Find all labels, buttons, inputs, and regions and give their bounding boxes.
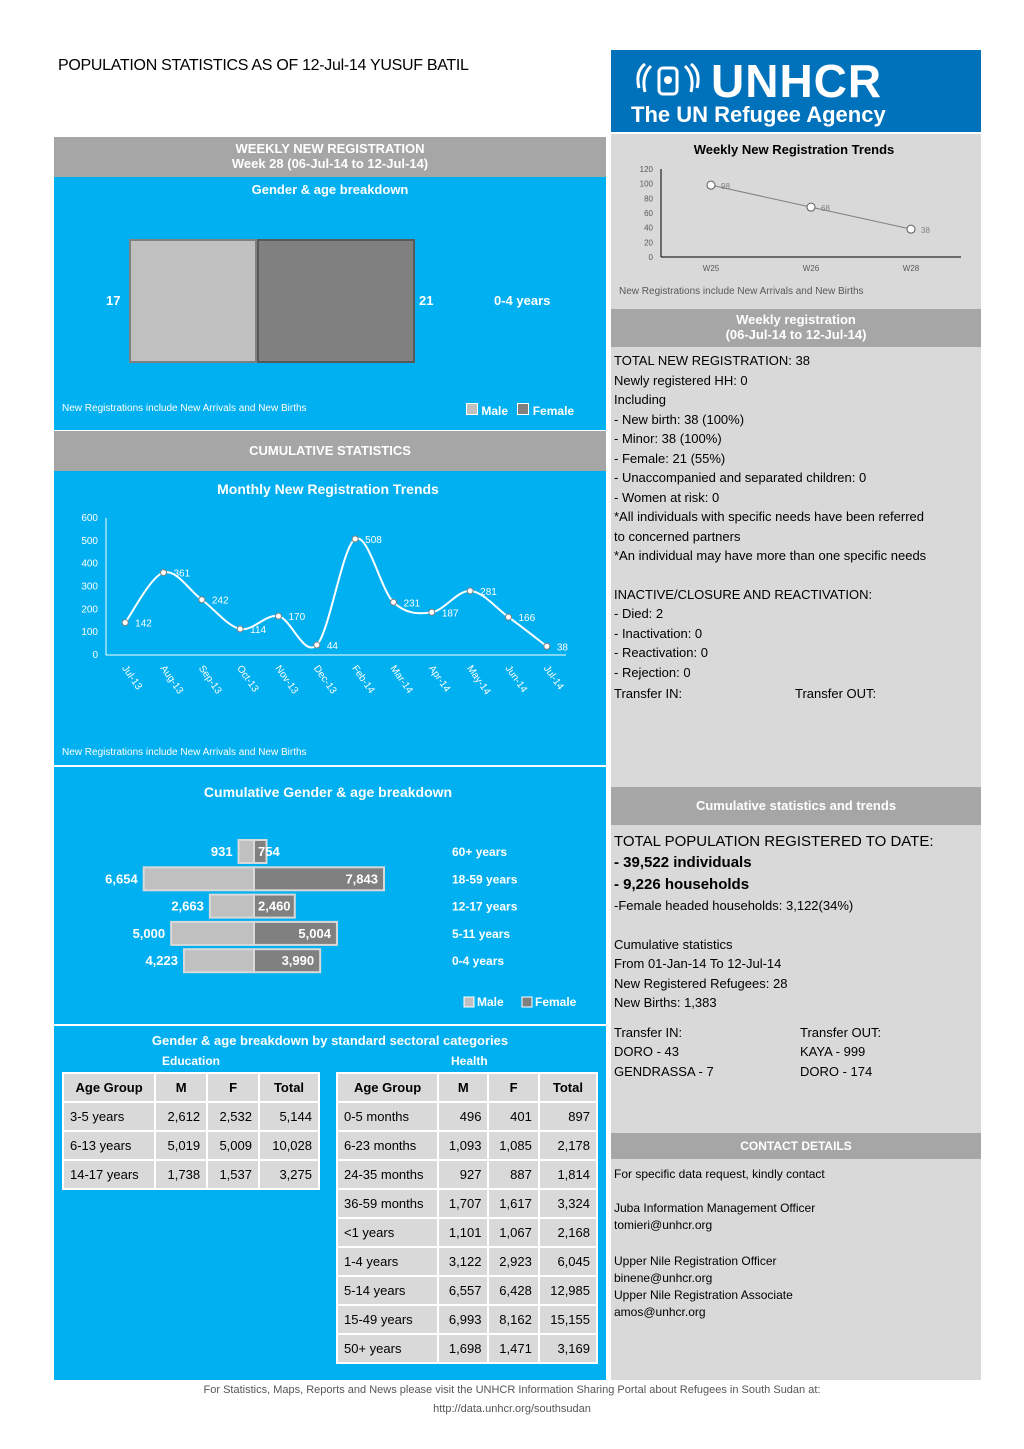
table-cell: 927 xyxy=(438,1160,488,1189)
contact-email[interactable]: amos@unhcr.org xyxy=(614,1305,706,1319)
data-point xyxy=(237,626,243,632)
legend-male-label: Male xyxy=(481,404,509,418)
x-tick-label: Jul-14 xyxy=(540,663,566,693)
y-tick-label: 500 xyxy=(81,535,98,547)
health-label: Health xyxy=(451,1054,488,1068)
table-cell: 401 xyxy=(488,1102,538,1131)
x-tick-label: Mar-14 xyxy=(387,663,415,696)
table-cell: 5-14 years xyxy=(337,1276,438,1305)
total-households: - 9,226 households xyxy=(614,876,750,893)
age-category-label: 18-59 years xyxy=(452,872,518,887)
cum-new-births: New Births: 1,383 xyxy=(614,995,717,1010)
male-value-label: 931 xyxy=(210,844,233,859)
weekly-legend xyxy=(466,403,574,418)
weekly-reg-lines xyxy=(614,351,980,566)
x-tick-label: Dec-13 xyxy=(310,663,339,697)
table-row xyxy=(337,1218,597,1247)
health-table xyxy=(336,1072,598,1364)
weekly-male-bar xyxy=(129,239,257,363)
table-cell: 2,168 xyxy=(539,1218,597,1247)
table-row xyxy=(337,1276,597,1305)
x-tick-label: Aug-13 xyxy=(157,663,186,697)
x-tick-label: Jul-13 xyxy=(119,663,144,693)
weekly-reg-line: - Women at risk: 0 xyxy=(614,489,720,505)
data-point xyxy=(161,570,167,576)
table-cell: 2,532 xyxy=(207,1102,259,1131)
data-label: 231 xyxy=(403,598,421,610)
inactive-line: - Died: 2 xyxy=(614,606,664,621)
table-cell: 897 xyxy=(539,1102,597,1131)
weekly-reg-dates: (06-Jul-14 to 12-Jul-14) xyxy=(725,327,867,342)
table-cell: 1,093 xyxy=(438,1131,488,1160)
y-tick-label: 600 xyxy=(81,513,98,524)
cum-transfer-out xyxy=(800,1023,881,1082)
transfer-in-label: Transfer IN: xyxy=(614,686,683,701)
x-tick-label: W25 xyxy=(702,264,720,273)
contact-header: CONTACT DETAILS xyxy=(611,1133,981,1159)
data-point xyxy=(199,597,205,603)
table-cell: 3,324 xyxy=(539,1189,597,1218)
logo-tagline: The UN Refugee Agency xyxy=(631,102,886,127)
weekly-sub: Gender & age breakdown xyxy=(251,182,409,197)
cum-transfer-out-item: DORO - 174 xyxy=(800,1063,873,1079)
weekly-age-label: 0-4 years xyxy=(494,293,551,308)
legend-female-label: Female xyxy=(532,404,575,418)
female-value-label: 3,990 xyxy=(281,953,315,969)
weekly-reg-title: Weekly registration xyxy=(736,312,856,327)
x-tick-label: Jun-14 xyxy=(502,663,530,695)
legend-female-label: Female xyxy=(535,995,577,1009)
y-tick-label: 120 xyxy=(639,165,653,174)
data-label: 98 xyxy=(721,182,730,192)
male-bar xyxy=(171,922,254,945)
table-cell: 1,698 xyxy=(438,1334,488,1363)
female-value-label: 5,004 xyxy=(298,925,331,941)
weekly-reg-line: - Female: 21 (55%) xyxy=(614,450,726,466)
column-header: Total xyxy=(259,1073,319,1102)
weekly-header xyxy=(54,137,606,177)
data-label: 38 xyxy=(556,642,568,654)
data-label: 166 xyxy=(518,613,536,625)
weekly-trends-chart xyxy=(611,134,981,306)
contact-role: Upper Nile Registration Associate xyxy=(614,1288,793,1302)
age-category-label: 0-4 years xyxy=(452,954,505,969)
data-label: 187 xyxy=(441,608,459,620)
data-point xyxy=(314,642,320,648)
weekly-reg-line: - Minor: 38 (100%) xyxy=(614,431,722,446)
table-cell: 1-4 years xyxy=(337,1247,438,1276)
male-value-label: 2,663 xyxy=(171,898,204,914)
table-row xyxy=(337,1334,597,1363)
x-tick-label: May-14 xyxy=(464,663,493,698)
weekly-trend-panel xyxy=(611,134,981,306)
cum-title: Cumulative statistics xyxy=(614,936,733,952)
x-tick-label: W26 xyxy=(802,264,820,273)
female-value-label: 754 xyxy=(258,844,280,859)
table-cell: 1,085 xyxy=(488,1131,538,1160)
weekly-reg-line: *An individual may have more than one specific needs xyxy=(614,548,927,563)
chart-note: New Registrations include New Arrivals and New Births xyxy=(62,747,307,758)
male-bar xyxy=(239,840,254,863)
x-tick-label: Oct-13 xyxy=(234,663,261,695)
page-title: POPULATION STATISTICS AS OF 12-Jul-14 YUSUF BATIL xyxy=(58,57,469,74)
female-value-label: 2,460 xyxy=(258,898,291,914)
y-tick-label: 40 xyxy=(644,223,653,233)
table-cell: 14-17 years xyxy=(63,1160,155,1189)
cum-transfer-in-item: GENDRASSA - 7 xyxy=(614,1063,714,1079)
data-point xyxy=(707,181,715,189)
y-tick-label: 0 xyxy=(648,253,653,262)
y-tick-label: 80 xyxy=(644,194,653,204)
x-tick-label: Sep-13 xyxy=(195,663,224,697)
table-cell: 15-49 years xyxy=(337,1305,438,1334)
table-cell: 2,178 xyxy=(539,1131,597,1160)
male-bar xyxy=(144,867,254,890)
inactive-line: - Inactivation: 0 xyxy=(614,625,703,641)
transfer-out-label: Transfer OUT: xyxy=(795,686,877,701)
cum-stats-body xyxy=(614,831,980,1093)
inactive-line: - Reactivation: 0 xyxy=(614,645,708,660)
table-cell: 1,814 xyxy=(539,1160,597,1189)
data-label: 508 xyxy=(365,535,382,547)
y-tick-label: 300 xyxy=(81,581,98,593)
monthly-trends-chart xyxy=(54,471,606,765)
cumulative-header: CUMULATIVE STATISTICS xyxy=(54,431,606,471)
table-cell: 3-5 years xyxy=(63,1102,155,1131)
table-row xyxy=(337,1189,597,1218)
education-table xyxy=(62,1072,320,1190)
weekly-reg-line: Including xyxy=(614,392,667,407)
education-label: Education xyxy=(162,1054,221,1068)
monthly-panel xyxy=(54,471,606,765)
data-point xyxy=(352,536,358,542)
table-row xyxy=(337,1131,597,1160)
x-tick-label: Apr-14 xyxy=(425,663,453,695)
cum-transfer-in-title: Transfer IN: xyxy=(614,1024,683,1040)
table-cell: 2,923 xyxy=(488,1247,538,1276)
cumulative-gender-chart xyxy=(54,767,606,1024)
weekly-reg-line: TOTAL NEW REGISTRATION: 38 xyxy=(614,353,810,368)
cum-transfer-out-item: KAYA - 999 xyxy=(800,1044,866,1059)
male-bar xyxy=(210,895,254,918)
male-bar xyxy=(184,949,254,972)
male-value-label: 6,654 xyxy=(105,871,138,887)
table-cell: 6,557 xyxy=(438,1276,488,1305)
inactive-title: INACTIVE/CLOSURE AND REACTIVATION: xyxy=(614,586,873,602)
legend-female-swatch xyxy=(522,997,532,1007)
table-cell: 1,537 xyxy=(207,1160,259,1189)
data-label: 68 xyxy=(821,204,830,214)
table-cell: 2,612 xyxy=(155,1102,207,1131)
inactive-lines xyxy=(614,604,980,682)
table-cell: 6,428 xyxy=(488,1276,538,1305)
table-cell: 6-13 years xyxy=(63,1131,155,1160)
table-cell: 8,162 xyxy=(488,1305,538,1334)
sectoral-title: Gender & age breakdown by standard sectoral categories xyxy=(151,1033,509,1048)
table-header-row xyxy=(337,1073,597,1102)
footer-link[interactable]: http://data.unhcr.org/southsudan xyxy=(433,1403,591,1415)
table-cell: 24-35 months xyxy=(337,1160,438,1189)
column-header: Age Group xyxy=(63,1073,155,1102)
table-cell: 5,019 xyxy=(155,1131,207,1160)
data-point xyxy=(391,599,397,605)
column-header: F xyxy=(207,1073,259,1102)
data-label: 170 xyxy=(288,612,306,624)
column-header: Age Group xyxy=(337,1073,438,1102)
table-cell: 5,144 xyxy=(259,1102,319,1131)
table-cell: 50+ years xyxy=(337,1334,438,1363)
table-row xyxy=(63,1102,319,1131)
column-header: F xyxy=(488,1073,538,1102)
chart-title: Monthly New Registration Trends xyxy=(217,481,439,497)
table-cell: 1,707 xyxy=(438,1189,488,1218)
data-label: 114 xyxy=(250,624,267,636)
footer-text: For Statistics, Maps, Reports and News please visit the UNHCR Information Sharing Portal about Refugees in South Sudan at: xyxy=(203,1384,821,1396)
female-value-label: 7,843 xyxy=(345,871,378,887)
weekly-female-value: 21 xyxy=(419,293,434,308)
table-row xyxy=(63,1160,319,1189)
total-individuals: - 39,522 individuals xyxy=(614,854,752,871)
age-category-label: 12-17 years xyxy=(452,899,518,914)
table-cell: 10,028 xyxy=(259,1131,319,1160)
table-row xyxy=(337,1102,597,1131)
y-tick-label: 60 xyxy=(644,209,653,218)
contact-email[interactable]: tomieri@unhcr.org xyxy=(614,1218,713,1232)
unhcr-emblem-icon xyxy=(633,58,703,104)
data-point xyxy=(467,588,473,594)
table-row xyxy=(337,1247,597,1276)
table-row xyxy=(337,1160,597,1189)
table-cell: 0-5 months xyxy=(337,1102,438,1131)
cum-transfer-in-item: DORO - 43 xyxy=(614,1044,680,1059)
cum-from: From 01-Jan-14 To 12-Jul-14 xyxy=(614,956,782,971)
data-point xyxy=(429,609,435,615)
cum-new-refugees: New Registered Refugees: 28 xyxy=(614,975,788,991)
y-tick-label: 0 xyxy=(92,650,98,661)
y-tick-label: 20 xyxy=(644,238,653,248)
logo-name: UNHCR xyxy=(711,55,883,107)
male-value-label: 4,223 xyxy=(145,953,179,969)
y-tick-label: 200 xyxy=(81,604,98,616)
table-row xyxy=(63,1131,319,1160)
column-header: M xyxy=(155,1073,207,1102)
age-category-label: 60+ years xyxy=(452,845,508,859)
data-point xyxy=(544,643,550,649)
legend-male-label: Male xyxy=(477,995,504,1009)
age-category-label: 5-11 years xyxy=(452,926,511,941)
weekly-reg-body xyxy=(614,351,980,704)
weekly-note: New Registrations include New Arrivals and New Births xyxy=(62,403,307,414)
table-cell: 6,993 xyxy=(438,1305,488,1334)
data-label: 142 xyxy=(135,618,152,630)
female-headed: -Female headed households: 3,122(34%) xyxy=(614,898,854,913)
table-cell: 15,155 xyxy=(539,1305,597,1334)
cum-transfer-in xyxy=(614,1023,714,1082)
x-tick-label: Nov-13 xyxy=(272,663,301,697)
chart-title: Weekly New Registration Trends xyxy=(693,142,895,157)
x-tick-label: Feb-14 xyxy=(349,663,377,696)
table-cell: 1,067 xyxy=(488,1218,538,1247)
data-point xyxy=(122,620,128,626)
table-header-row xyxy=(63,1073,319,1102)
data-label: 38 xyxy=(921,226,930,236)
cum-stats-header: Cumulative statistics and trends xyxy=(611,787,981,825)
contact-role: Juba Information Management Officer xyxy=(614,1201,816,1215)
table-cell: 1,738 xyxy=(155,1160,207,1189)
weekly-reg-line: *All individuals with specific needs have been referred xyxy=(614,509,925,524)
table-cell: 3,275 xyxy=(259,1160,319,1189)
data-point xyxy=(276,613,282,619)
table-cell: 887 xyxy=(488,1160,538,1189)
data-point xyxy=(506,614,512,620)
weekly-reg-line: to concerned partners xyxy=(614,528,741,544)
weekly-reg-header xyxy=(611,309,981,347)
weekly-panel xyxy=(54,177,606,430)
legend-male-swatch xyxy=(464,997,474,1007)
legend-male-swatch xyxy=(466,403,478,415)
inactive-line: - Rejection: 0 xyxy=(614,664,691,680)
weekly-reg-line: Newly registered HH: 0 xyxy=(614,372,748,388)
chart-title: Cumulative Gender & age breakdown xyxy=(203,784,453,800)
table-cell: 3,169 xyxy=(539,1334,597,1363)
weekly-male-value: 17 xyxy=(106,293,121,308)
unhcr-logo xyxy=(611,50,981,132)
table-cell: 5,009 xyxy=(207,1131,259,1160)
table-cell: 496 xyxy=(438,1102,488,1131)
weekly-reg-line: - New birth: 38 (100%) xyxy=(614,411,745,427)
weekly-header-title: WEEKLY NEW REGISTRATION xyxy=(235,141,425,156)
column-header: Total xyxy=(539,1073,597,1102)
y-tick-label: 100 xyxy=(81,627,98,639)
table-cell: 36-59 months xyxy=(337,1189,438,1218)
male-value-label: 5,000 xyxy=(132,925,166,941)
sectoral-panel xyxy=(54,1026,606,1380)
table-cell: 1,617 xyxy=(488,1189,538,1218)
data-label: 281 xyxy=(480,586,497,598)
data-label: 242 xyxy=(211,595,229,607)
table-cell: <1 years xyxy=(337,1218,438,1247)
contact-email[interactable]: binene@unhcr.org xyxy=(614,1271,713,1285)
contact-intro: For specific data request, kindly contact xyxy=(614,1167,825,1181)
cum-transfer-out-title: Transfer OUT: xyxy=(800,1024,882,1040)
data-point xyxy=(807,203,815,211)
table-cell: 6-23 months xyxy=(337,1131,438,1160)
table-cell: 12,985 xyxy=(539,1276,597,1305)
column-header: M xyxy=(438,1073,488,1102)
weekly-female-bar xyxy=(257,239,415,363)
weekly-header-dates: Week 28 (06-Jul-14 to 12-Jul-14) xyxy=(231,156,429,171)
data-label: 44 xyxy=(326,640,338,652)
cum-gender-panel xyxy=(54,767,606,1024)
contact-role: Upper Nile Registration Officer xyxy=(614,1254,777,1268)
weekly-reg-line: - Unaccompanied and separated children: 0 xyxy=(614,470,867,485)
chart-note: New Registrations include New Arrivals and New Births xyxy=(619,286,864,297)
y-tick-label: 400 xyxy=(81,558,98,570)
table-cell: 6,045 xyxy=(539,1247,597,1276)
total-title: TOTAL POPULATION REGISTERED TO DATE: xyxy=(614,833,934,850)
table-cell: 3,122 xyxy=(438,1247,488,1276)
legend-female-swatch xyxy=(517,403,529,415)
x-tick-label: W28 xyxy=(902,264,920,273)
data-label: 361 xyxy=(173,568,191,580)
data-point xyxy=(907,225,915,233)
table-cell: 1,101 xyxy=(438,1218,488,1247)
contact-body xyxy=(614,1166,980,1321)
table-row xyxy=(337,1305,597,1334)
y-tick-label: 100 xyxy=(639,179,653,189)
table-cell: 1,471 xyxy=(488,1334,538,1363)
